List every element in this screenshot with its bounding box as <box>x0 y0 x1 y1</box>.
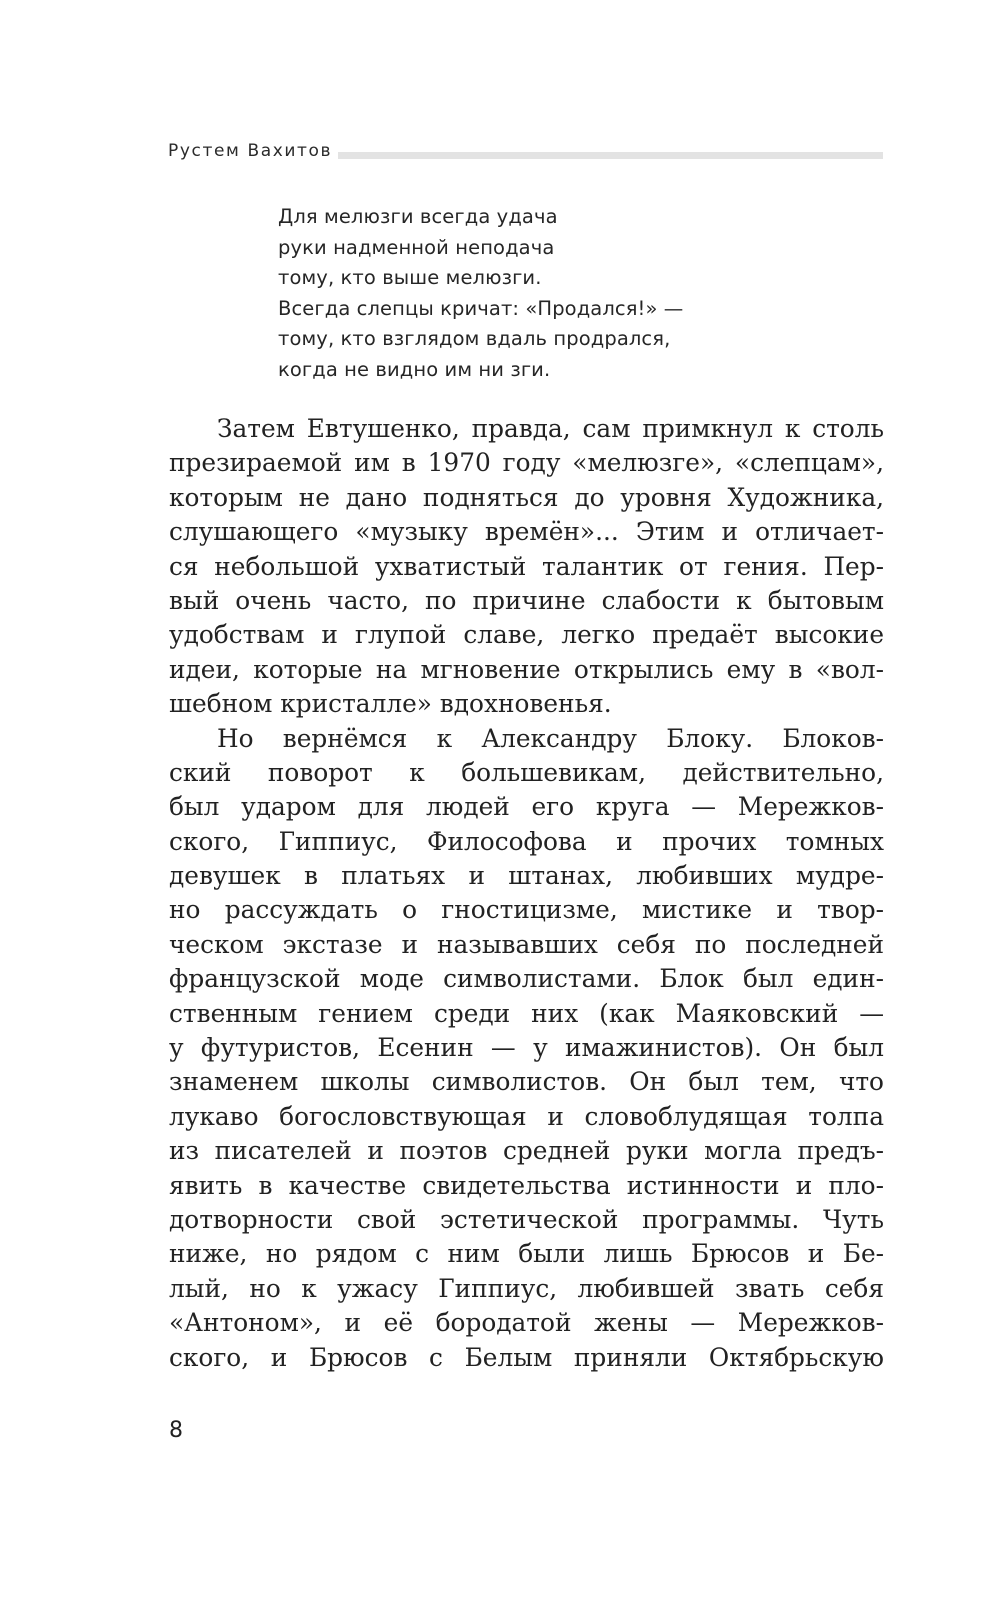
page-number: 8 <box>169 1418 183 1443</box>
text-line: удобствам и глупой славе, легко предаёт высокие <box>169 620 884 650</box>
text-line: девушек в платьях и штанах, любивших мудре- <box>169 861 884 891</box>
text-line: явить в качестве свидетельства истинности и пло- <box>169 1170 884 1200</box>
text-line: лый, но к ужасу Гиппиус, любившей звать себя <box>169 1273 884 1303</box>
text-line: ся небольшой ухватистый талантик от гения. Пер- <box>169 551 884 581</box>
text-line: из писателей и поэтов средней руки могла предъ- <box>169 1136 884 1166</box>
poem-line: когда не видно им ни зги. <box>278 357 551 381</box>
text-line: был ударом для людей его круга — Мережков- <box>169 792 884 822</box>
text-line: дотворности свой эстетической программы. Чуть <box>169 1204 884 1234</box>
text-line: Затем Евтушенко, правда, сам примкнул к столь <box>217 414 884 443</box>
header-author: Рустем Вахитов <box>168 140 338 162</box>
text-line: Но вернёмся к Александру Блоку. Блоков- <box>217 723 884 753</box>
text-line: знаменем школы символистов. Он был тем, что <box>169 1067 884 1097</box>
text-line: ческом экстазе и называвших себя по последней <box>169 929 884 959</box>
text-line: идеи, которые на мгновение открылись ему в «вол- <box>169 654 884 684</box>
poem-line: тому, кто взглядом вдаль продрался, <box>278 327 671 350</box>
running-header <box>168 140 883 166</box>
text-line: которым не дано подняться до уровня Художника, <box>169 482 884 512</box>
text-line: французской моде символистами. Блок был един- <box>169 964 884 994</box>
text-line: вый очень часто, по причине слабости к бытовым <box>169 585 884 615</box>
text-line: но рассуждать о гностицизме, мистике и твор- <box>169 895 884 925</box>
text-line: ский поворот к большевикам, действительно, <box>169 757 884 787</box>
text-line: ского, и Брюсов с Белым приняли Октябрьскую <box>169 1342 884 1372</box>
text-line: слушающего «музыку времён»... Этим и отличает- <box>169 517 884 547</box>
poem-quote <box>278 202 838 385</box>
poem-line: Всегда слепцы кричат: «Продался!» — <box>278 296 684 320</box>
text-line: презираемой им в 1970 году «мелюзге», «слепцам», <box>169 448 884 478</box>
text-line: шебном кристалле» вдохновенья. <box>169 689 612 719</box>
text-line: у футуристов, Есенин — у имажинистов). Он был <box>169 1033 884 1063</box>
text-line: ственным гением среди них (как Маяковский — <box>169 998 884 1028</box>
text-line: лукаво богословствующая и словоблудящая толпа <box>169 1101 884 1131</box>
poem-line: руки надменной неподача <box>278 235 555 259</box>
poem-line: Для мелюзги всегда удача <box>278 205 558 228</box>
text-line: ниже, но рядом с ним были лишь Брюсов и Бе- <box>169 1239 884 1269</box>
text-line: ского, Гиппиус, Философова и прочих томных <box>169 826 884 856</box>
poem-line: тому, кто выше мелюзги. <box>278 266 542 289</box>
text-line: «Антоном», и её бородатой жены — Мережков- <box>169 1308 884 1338</box>
body-text <box>169 412 884 1375</box>
